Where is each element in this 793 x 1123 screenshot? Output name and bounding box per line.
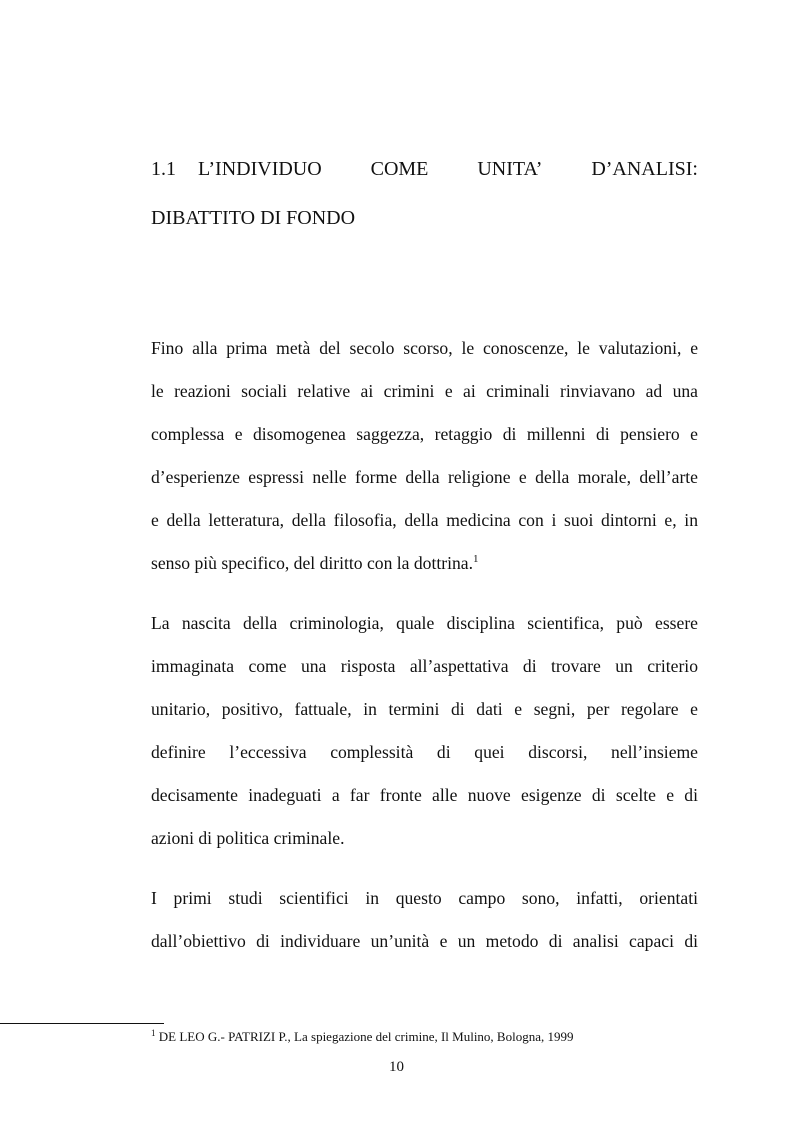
- paragraph-line-text: senso più specifico, del diritto con la dottrina.: [151, 553, 473, 573]
- heading-word: COME: [370, 158, 429, 180]
- footnote-text: DE LEO G.- PATRIZI P., La spiegazione del crimine, Il Mulino, Bologna, 1999: [158, 1029, 574, 1044]
- paragraph-line: I primi studi scientifici in questo campo sono, infatti, orientati: [151, 888, 698, 908]
- paragraph-line: definire l’eccessiva complessità di quei discorsi, nell’insieme: [151, 742, 698, 762]
- section-heading-continuation: DIBATTITO DI FONDO: [151, 207, 356, 229]
- footnote-separator: [0, 1023, 164, 1024]
- heading-word: D’ANALISI:: [591, 158, 698, 180]
- page-number: 10: [389, 1059, 404, 1075]
- footnote-reference[interactable]: 1: [473, 553, 479, 565]
- paragraph-line: decisamente inadeguati a far fronte alle nuove esigenze di scelte e di: [151, 785, 698, 805]
- paragraph-line: [151, 552, 698, 574]
- footnote: [151, 1029, 574, 1045]
- paragraph-line: azioni di politica criminale.: [151, 828, 345, 848]
- section-heading: [151, 157, 698, 181]
- footnote-marker: 1: [151, 1028, 156, 1038]
- paragraph-line: e della letteratura, della filosofia, della medicina con i suoi dintorni e, in: [151, 510, 698, 530]
- heading-word: L’INDIVIDUO: [198, 158, 322, 180]
- paragraph-line: complessa e disomogenea saggezza, retaggio di millenni di pensiero e: [151, 424, 698, 444]
- paragraph-line: La nascita della criminologia, quale disciplina scientifica, può essere: [151, 613, 698, 633]
- section-number: 1.1: [151, 158, 176, 180]
- paragraph-line: Fino alla prima metà del secolo scorso, le conoscenze, le valutazioni, e: [151, 338, 698, 358]
- paragraph-line: le reazioni sociali relative ai crimini e ai criminali rinviavano ad una: [151, 381, 698, 401]
- heading-word: UNITA’: [477, 158, 543, 180]
- paragraph-line: unitario, positivo, fattuale, in termini di dati e segni, per regolare e: [151, 699, 698, 719]
- paragraph-line: d’esperienze espressi nelle forme della religione e della morale, dell’arte: [151, 467, 698, 487]
- paragraph-line: immaginata come una risposta all’aspettativa di trovare un criterio: [151, 656, 698, 676]
- paragraph-line: dall’obiettivo di individuare un’unità e un metodo di analisi capaci di: [151, 931, 698, 951]
